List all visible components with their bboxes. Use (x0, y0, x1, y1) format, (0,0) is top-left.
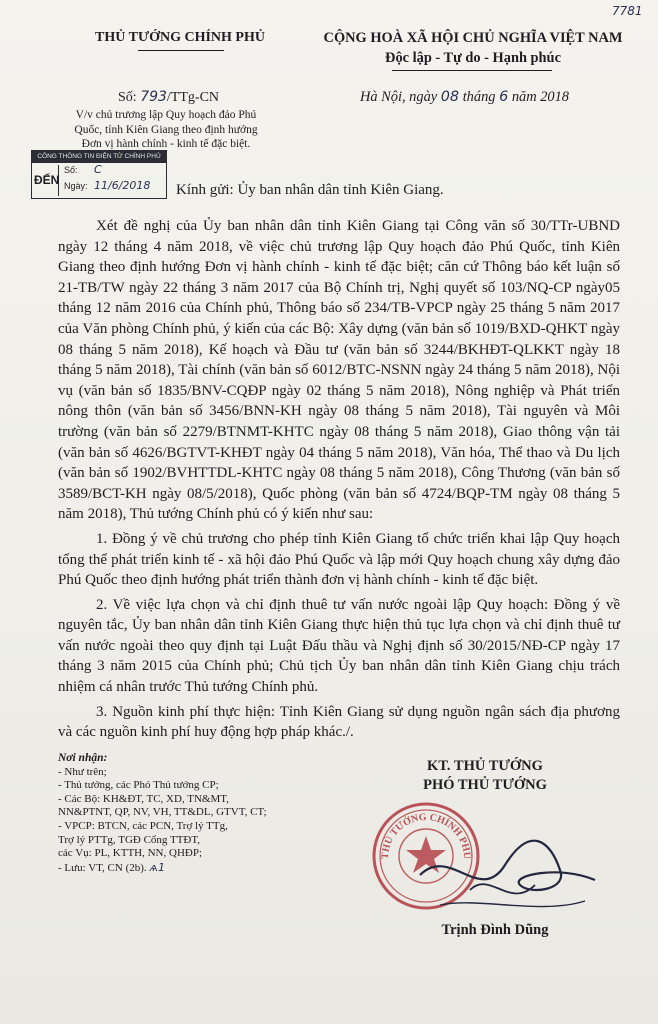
issuing-authority: THỦ TƯỚNG CHÍNH PHỦ (95, 30, 265, 45)
recipient-archive-line: - Lưu: VT, CN (2b). (58, 861, 150, 874)
recipients-list (58, 752, 348, 875)
country-name: CỘNG HOÀ XÃ HỘI CHỦ NGHĨA VIỆT NAM (323, 30, 623, 46)
recipient-line: Kính gửi: Ủy ban nhân dân tỉnh Kiên Giang. (176, 182, 444, 198)
recipient-item: Trợ lý PTTg, TGĐ Cổng TTĐT, (58, 833, 201, 846)
recipient-item: các Vụ: PL, KTTH, NN, QHĐP; (58, 847, 203, 860)
received-stamp (31, 150, 167, 199)
date-month: 6 (499, 89, 509, 105)
handwritten-corner-number: 7781 (612, 4, 643, 18)
date-line (360, 89, 569, 106)
date-month-label: tháng (462, 89, 496, 105)
recipient-item: - Như trên; (58, 765, 107, 778)
date-year: năm 2018 (511, 89, 570, 105)
recipients-heading: Nơi nhận: (58, 752, 108, 764)
authority-underline (138, 50, 224, 51)
date-day: 08 (440, 89, 460, 105)
body-paragraph-2: 2. Về việc lựa chọn và chỉ định thuê tư vấn nước ngoài lập Quy hoạch: Đồng ý về nguyên tắc, Ủy ban nhân dân tỉnh Kiên Giang thực hiện thủ tục lựa chọn và chỉ định thuê tư vấn nước ngoài theo quy định tại Luật Đấu thầu và Nghị định số 30/2015/NĐ-CP ngày 17 tháng 3 năm 2015 của Chính phủ; Chủ tịch Ủy ban nhân dân tỉnh Kiên Giang chịu trách nhiệm cá nhân trước Thủ tướng Chính phủ. (58, 596, 620, 696)
subject-block (42, 108, 290, 152)
letter-body (58, 216, 620, 743)
archive-handwritten-mark: ѧ1 (149, 860, 166, 874)
doc-number-suffix: /TTg-CN (166, 90, 220, 105)
signer-name: Trịnh Đình Dũng (441, 922, 549, 938)
subject-line-1: V/v chủ trương lập Quy hoạch đảo Phú (75, 109, 257, 121)
recipient-item (58, 861, 348, 876)
body-paragraph-intro: Xét đề nghị của Ủy ban nhân dân tỉnh Kiên Giang tại Công văn số 30/TTr-UBND ngày 12 tháng 4 năm 2018, về việc chủ trương lập Quy hoạch đảo Phú Quốc, tỉnh Kiên Giang theo định hướng Đơn vị hành chính - kinh tế đặc biệt; căn cứ Thông báo kết luận số 21-TB/TW ngày 22 tháng 3 năm 2017 của Bộ Chính trị, Nghị quyết số 103/NQ-CP ngày05 tháng 12 năm 2016 của Chính phủ, Thông báo số 234/TB-VPCP ngày 25 tháng 5 năm 2017 của Văn phòng Chính phủ, ý kiến của các Bộ: Xây dựng (văn bản số 1019/BXD-QHKT ngày 08 tháng 5 năm 2018), Kế hoạch và Đầu tư (văn bản số 3244/BKHĐT-QLKKT ngày 18 tháng 5 năm 2018), Tài chính (văn bản số 6012/BTC-NSNN ngày 24 tháng 5 năm 2018), Nội vụ (văn bản số 1835/BNV-CQĐP ngày 02 tháng 5 năm 2018), Nông nghiệp và Phát triển nông thôn (văn bản số 3456/BNN-KH ngày 08 tháng 5 năm 2018), Tài nguyên và Môi trường (văn bản số 2279/BTNMT-KHTC ngày 08 tháng 5 năm 2018), Giao thông vận tải (văn bản số 4626/BGTVT-KHĐT ngày 04 tháng 5 năm 2018), Văn hóa, Thể thao và Du lịch (văn bản số 1902/BVHTTDL-KHTC ngày 08 tháng 5 năm 2018), Công Thương (văn bản số 3589/BCT-KH ngày 08/5/2018), Quốc phòng (văn bản số 4724/BQP-TM ngày 08 tháng 5 năm 2018), Thủ tướng Chính phủ có ý kiến như sau: (58, 218, 620, 523)
doc-number-label: Số: (118, 90, 137, 105)
doc-number-handwritten: 793 (140, 89, 167, 105)
subject-line-2: Quốc, tỉnh Kiên Giang theo định hướng (74, 123, 258, 136)
stamp-so-label: Số: (64, 165, 78, 175)
stamp-org-name: CÔNG THÔNG TIN ĐIỆN TỬ CHÍNH PHỦ (32, 151, 166, 163)
signature-title-1: KT. THỦ TƯỚNG (427, 758, 543, 774)
motto-underline (392, 70, 552, 71)
date-prefix: Hà Nội, ngày (360, 89, 438, 105)
body-paragraph-3: 3. Nguồn kinh phí thực hiện: Tỉnh Kiên Giang sử dụng nguồn ngân sách địa phương và các nguồn kinh phí huy động hợp pháp khác./. (58, 703, 620, 741)
subject-line-3: Đơn vị hành chính - kinh tế đặc biệt. (81, 138, 251, 150)
handwritten-signature (410, 835, 610, 925)
recipient-item: - VPCP: BTCN, các PCN, Trợ lý TTg, (58, 819, 228, 832)
signature-title-2: PHÓ THỦ TƯỚNG (423, 777, 547, 793)
document-number (118, 89, 219, 106)
recipient-item: NN&PTNT, QP, NV, VH, TT&DL, GTVT, CT; (58, 806, 267, 819)
recipient-item: - Thủ tướng, các Phó Thủ tướng CP; (58, 779, 219, 792)
national-motto: Độc lập - Tự do - Hạnh phúc (385, 50, 561, 66)
stamp-ngay-value: 11/6/2018 (94, 179, 151, 192)
stamp-den-label: ĐẾN (34, 165, 59, 196)
body-paragraph-1: 1. Đồng ý về chủ trương cho phép tỉnh Kiên Giang tổ chức triển khai lập Quy hoạch tổng thể phát triển kinh tế - xã hội đảo Phú Quốc và lập mới Quy hoạch chung xây dựng đảo Phú Quốc theo định hướng phát triển thành đơn vị hành chính - kinh tế đặc biệt. (58, 530, 620, 589)
stamp-so-value: C (94, 163, 102, 176)
seal-text: THỦ TƯỚNG CHÍNH PHỦ (379, 811, 473, 860)
stamp-ngay-label: Ngày: (64, 181, 88, 191)
recipient-item: - Các Bộ: KH&ĐT, TC, XD, TN&MT, (58, 792, 229, 805)
